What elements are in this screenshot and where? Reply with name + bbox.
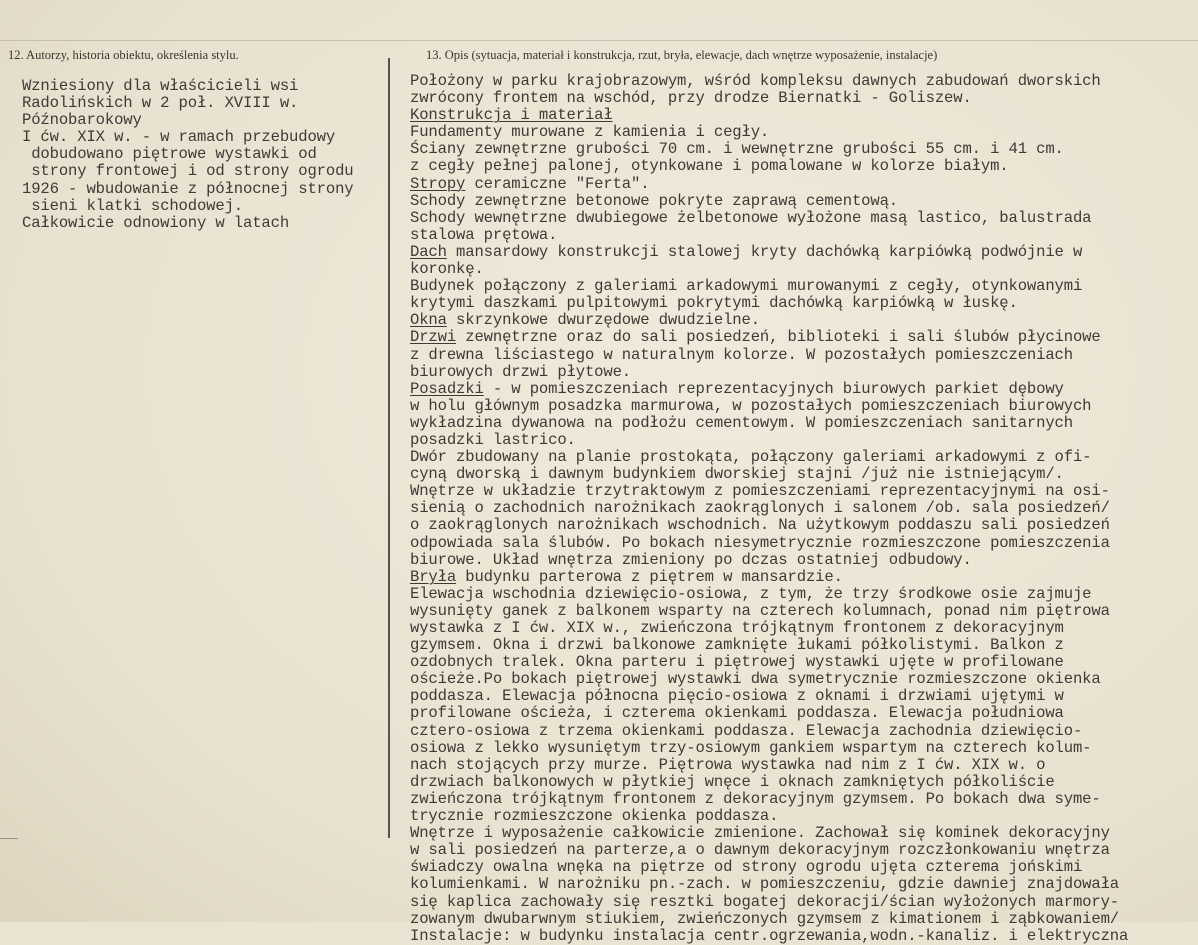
description-line [410,842,1128,859]
line-text: ozdobnych tralek. Okna parteru i piętrowej wystawki ujęte w profilowane [410,653,1064,672]
line-text: o zaokrąglonych narożnikach wschodnich. Na użytkowym poddaszu sali posiedzeń [410,516,1110,535]
line-text: zowanym dwubarwnym stiukiem, zwieńczonych gzymsem z kimationem i ząbkowaniem/ [410,909,1119,928]
description-line [410,398,1128,415]
line-text: - w pomieszczeniach reprezentacyjnych biurowych parkiet dębowy [483,379,1064,398]
description-line [410,415,1128,432]
description-line [410,620,1128,637]
description-line [410,859,1128,876]
description-line [410,637,1128,654]
description-line [410,894,1128,911]
line-text: wykładzina dywanowa na podłożu cementowym. W pomieszczeniach sanitarnych [410,413,1073,432]
description-line [410,654,1128,671]
description-line [410,158,1128,175]
description-line [410,90,1128,107]
line-text: Wnętrze w układzie trzytraktowym z pomieszczeniami reprezentacyjnymi na osi- [410,482,1110,501]
description-line [410,603,1128,620]
description-line [410,466,1128,483]
line-text: z cegły pełnej palonej, otynkowane i pomalowane w kolorze białym. [410,157,1009,176]
line-text: ościeże.Po bokach piętrowej wystawki dwa symetrycznie rozmieszczone okienka [410,670,1101,689]
line-text: skrzynkowe dwurzędowe dwudzielne. [446,311,760,330]
description-line [410,774,1128,791]
line-text: odpowiada sala ślubów. Po bokach niesymetrycznie rozmieszczone pomieszczenia [410,533,1110,552]
line-text: świadczy owalna wnęka na piętrze od strony ogrodu ujęta czterema jońskimi [410,858,1083,877]
history-line: sieni klatki schodowej. [22,196,243,215]
description-line [410,261,1128,278]
section-heading: Drzwi [410,328,457,347]
line-text: Schody zewnętrzne betonowe pokryte zaprawą cementową. [410,191,899,210]
history-line: 1926 - wbudowanie z północnej strony [22,179,354,198]
description-line [410,569,1128,586]
line-text: gzymsem. Okna i drzwi balkonowe zamknięte łukami półkolistymi. Balkon z [410,636,1064,655]
description-line [410,688,1128,705]
line-text: budynku parterowa z piętrem w mansardzie. [456,567,843,586]
line-text: kolumienkami. W narożniku pn.-zach. w pomieszczeniu, gdzie dawniej znajdowała [410,875,1119,894]
line-text: Wnętrze i wyposażenie całkowicie zmienione. Zachował się kominek dekoracyjny [410,824,1110,843]
description-line [410,176,1128,193]
description-line [410,227,1128,244]
line-text: Fundamenty murowane z kamienia i cegły. [410,123,770,142]
line-text: osiowa z lekko wysuniętym trzy-osiowym gankiem wspartym na czterech kolum- [410,738,1092,757]
left-column-header: 12. Autorzy, historia obiektu, określenia stylu. [8,48,239,62]
line-text: drzwiach balkonowych w płytkiej wnęce i oknach zamkniętych półkoliście [410,772,1055,791]
line-text: wystawka z I ćw. XIX w., zwieńczona trójkątnym frontonem z dekoracyjnym [410,619,1064,637]
section-heading: Okna [410,311,447,330]
description-line [410,723,1128,740]
description-line [410,364,1128,381]
description-line [410,449,1128,466]
description-line [410,928,1128,945]
line-text: biurowe. Układ wnętrza zmieniony po dczas ostatniej odbudowy. [410,550,972,569]
description-text [410,73,1128,945]
line-text: z drewna liściastego w naturalnym kolorze. W pozostałych pomieszczeniach [410,345,1073,364]
line-text: biurowych drzwi płytowe. [410,362,631,381]
description-line [410,740,1128,757]
line-text: Budynek połączony z galeriami arkadowymi murowanymi z cegły, otynkowanymi [410,277,1083,296]
line-text: wysunięty ganek z balkonem wsparty na czterech kolumnach, ponad nim piętrowa [410,601,1110,620]
line-text: mansardowy konstrukcji stalowej kryty dachówką karpiówką podwójnie w [446,242,1083,261]
history-line: Radolińskich w 2 poł. XVIII w. [22,94,299,113]
line-text: w sali posiedzeń na parterze,a o dawnym dekoracyjnym rozczłonkowaniu wnętrza [410,841,1110,860]
line-text: się kaplica zachowały się resztki bogatej dekoracji/ścian wyłożonych marmory- [410,892,1119,911]
history-text [22,78,353,232]
line-text: Schody wewnętrzne dwubiegowe żelbetonowe wyłożone masą lastico, balustrada [410,208,1092,227]
description-line [410,141,1128,158]
description-line [410,552,1128,569]
line-text: Ściany zewnętrzne grubości 70 cm. i wewnętrzne grubości 55 cm. i 41 cm. [410,140,1064,159]
description-line [410,312,1128,329]
history-line: Wzniesiony dla właścicieli wsi [22,77,299,95]
description-line [410,107,1128,124]
line-text: zewnętrzne oraz do sali posiedzeń, biblioteki i sali ślubów płycinowe [456,328,1101,347]
line-text: zwieńczona trójkątnym frontonem z dekoracyjnym gzymsem. Po bokach dwa syme- [410,789,1101,808]
line-text: posadzki lastrico. [410,430,576,449]
description-line [410,347,1128,364]
history-line: Późnobarokowy [22,111,142,130]
description-line [410,808,1128,825]
line-text: Elewacja wschodnia dziewięcio-osiowa, z tym, że trzy środkowe osie zajmuje [410,584,1092,603]
section-heading: Posadzki [410,379,484,398]
top-rule [0,40,1198,41]
section-heading: Dach [410,242,447,261]
description-line [410,210,1128,227]
section-heading: Konstrukcja i materiał [410,106,613,125]
line-text: Instalacje: w budynku instalacja centr.ogrzewania,wodn.-kanaliz. i elektryczna [410,926,1129,945]
line-text: zwrócony frontem na wschód, przy drodze Biernatki - Goliszew. [410,89,972,108]
line-text: cyną dworską i dawnym budynkiem dworskiej stajni /już nie istniejącym/. [410,465,1064,484]
line-text: trycznie rozmieszczone okienka poddasza. [410,807,779,826]
line-text: Dwór zbudowany na planie prostokąta, połączony galeriami arkadowymi z ofi- [410,448,1092,467]
line-text: profilowane ościeża, i czterema okienkami poddasza. Elewacja południowa [410,704,1064,723]
description-line [410,535,1128,552]
description-line [410,825,1128,842]
column-divider [388,58,390,838]
description-line [410,124,1128,141]
description-line [410,517,1128,534]
description-line [410,705,1128,722]
line-text: nach stojących przy murze. Piętrowa wystawka nad nim z I ćw. XIX w. o [410,755,1046,774]
description-line [410,483,1128,500]
line-text: koronkę. [410,260,484,279]
line-text: poddasza. Elewacja północna pięcio-osiowa z oknami i drzwiami ujętymi w [410,687,1064,706]
line-text: ceramiczne "Ferta". [465,174,650,193]
description-line [410,244,1128,261]
description-line [410,381,1128,398]
description-line [410,432,1128,449]
history-line: I ćw. XIX w. - w ramach przebudowy [22,128,336,147]
section-heading: Stropy [410,174,466,193]
history-line: Całkowicie odnowiony w latach [22,213,290,232]
line-text: stalowa prętowa. [410,225,558,244]
history-line: dobudowano piętrowe wystawki od [22,145,317,164]
line-text: cztero-osiowa z trzema okienkami poddasza. Elewacja zachodnia dziewięcio- [410,721,1083,740]
description-line [410,671,1128,688]
description-line [410,586,1128,603]
description-line [410,193,1128,210]
right-column-header: 13. Opis (sytuacja, materiał i konstrukcja, rzut, bryła, elewacje, dach wnętrze wyposażenie, instalacje) [426,48,938,62]
description-line [410,911,1128,928]
line-text: Położony w parku krajobrazowym, wśród kompleksu dawnych zabudowań dworskich [410,72,1101,90]
description-line [410,73,1128,90]
description-line [410,278,1128,295]
description-line [410,757,1128,774]
description-line [410,876,1128,893]
line-text: krytymi daszkami pulpitowymi pokrytymi dachówką karpiówką w łuskę. [410,294,1018,313]
line-text: w holu głównym posadzka marmurowa, w pozostałych pomieszczeniach biurowych [410,396,1092,415]
description-line [410,791,1128,808]
history-line: strony frontowej i od strony ogrodu [22,162,354,181]
line-text: sienią o zachodnich narożnikach zaokrąglonych i salonem /ob. sala posiedzeń/ [410,499,1110,518]
description-line [410,500,1128,517]
margin-mark [0,838,18,839]
description-line [410,295,1128,312]
description-line [410,329,1128,346]
section-heading: Bryła [410,567,457,586]
